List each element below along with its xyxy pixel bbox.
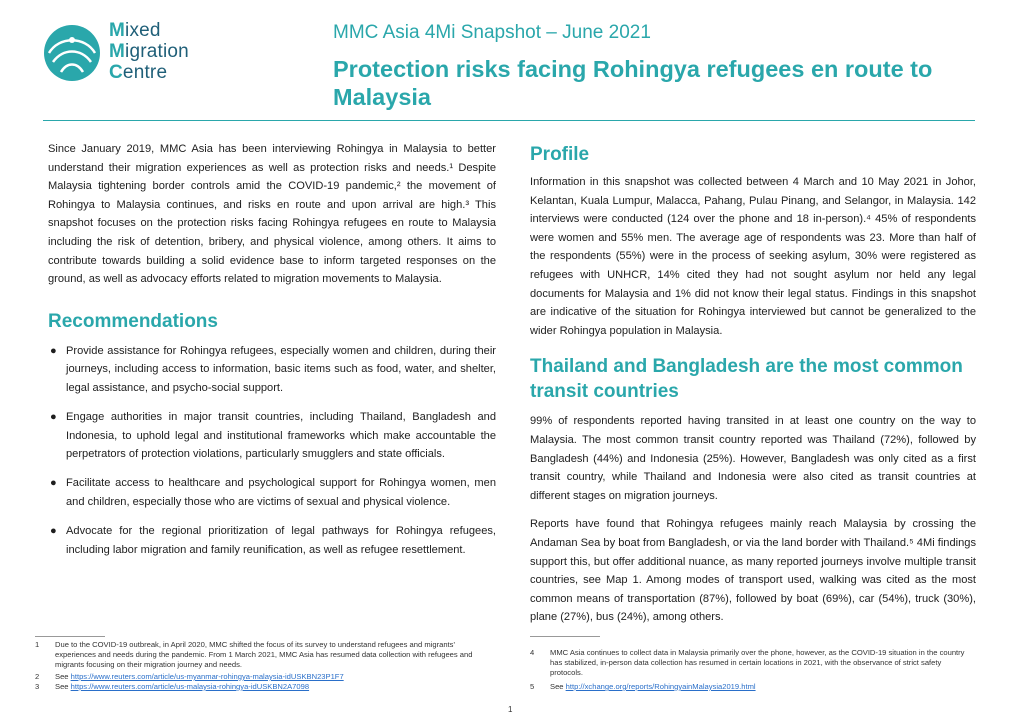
footnote: 3 See https://www.reuters.com/article/us-malaysia-rohingya-idUSKBN2A7098 [35, 682, 310, 691]
footnote: 5 See http://xchange.org/reports/RohingyainMalaysia2019.html [530, 682, 756, 691]
footnote: 1 Due to the COVID-19 outbreak, in April 2020, MMC shifted the focus of its survey to understand refugees and migrants' experiences and needs during the pandemic. From 1 March 2021, MMC Asia has resumed data collection with refugees and migrants focusing on their migration journey and needs. [35, 640, 473, 669]
profile-paragraph: Information in this snapshot was collected between 4 March and 10 May 2021 in Johor, Kelantan, Kuala Lumpur, Malacca, Pahang, Pulau Pinang, and Selangor, in Malaysia. 142 interviews were conducted (124 over the phone and 18 in-person).⁴ 45% of respondents were women and 55% men. The average age of respondents was 23. More than half of the respondents (55%) were in the process of seeking asylum, 30% were registered as refugees with UNHCR, 14% cited they had not sought asylum nor held any legal documents for Malaysia and 1% did not know their legal status. Findings in this snapshot are indicative of the situation for Rohingya interviewed but cannot be generalized to the wider Rohingya population in Malaysia. [530, 176, 976, 337]
recommendations-list [48, 342, 496, 559]
mmc-logo [43, 20, 223, 96]
recommendations-heading: Recommendations [48, 310, 218, 332]
bullet-icon: ● [50, 525, 57, 537]
footnote-link[interactable]: http://xchange.org/reports/RohingyainMalaysia2019.html [565, 682, 756, 691]
header-divider [43, 120, 975, 121]
report-title: Protection risks facing Rohingya refugees en route to Malaysia [333, 56, 933, 110]
footnote-link[interactable]: https://www.reuters.com/article/us-malaysia-rohingya-idUSKBN2A7098 [70, 682, 310, 691]
mmc-logo-mark-icon [43, 22, 101, 84]
intro-paragraph: Since January 2019, MMC Asia has been interviewing Rohingya in Malaysia to better understand their migration experiences as well as protection risks and needs.¹ Despite Malaysia tightening border controls amid the COVID-19 pandemic,² the movement of Rohingya to Malaysia continues, and risks en route and upon arrival are high.³ This snapshot focuses on the protection risks facing Rohingya refugees en route to Malaysia including the risk of detention, bribery, and physical violence, among others. It aims to contribute towards building a solid evidence base to inform targeted responses on the ground, as well as advocacy efforts related to migration movements to Malaysia. [48, 143, 496, 286]
footnote-divider [530, 636, 600, 637]
bullet-icon: ● [50, 411, 57, 424]
recommendation-item: ● Provide assistance for Rohingya refugees, especially women and children, during their journeys, including access to information, basic items such as food, water, and shelter, legal assistance, and psycho-social support. [48, 342, 496, 398]
page-number: 1 [508, 705, 513, 714]
bullet-icon: ● [50, 477, 57, 490]
right-column [530, 140, 976, 627]
transit-paragraph-2: Reports have found that Rohingya refugees mainly reach Malaysia by crossing the Andaman Sea by boat from Bangladesh, or via the land border with Thailand.⁵ 4Mi findings support this, but offer additional nuance, as many reported journeys involve multiple transit countries, see Map 1. Among modes of transport used, walking was cited as the most common means of transportation (87%), followed by boat (69%), car (54%), truck (30%), plane (27%), bus (24%), among others. [530, 518, 976, 624]
logo-wordmark: Mixed Migration Centre [109, 20, 189, 83]
recommendation-item: ● Facilitate access to healthcare and psychological support for Rohingya women, men and children, especially those who are victims of sexual and physical violence. [48, 474, 496, 511]
transit-heading: Thailand and Bangladesh are the most common transit countries [530, 356, 963, 403]
recommendation-item: ● Advocate for the regional prioritization of legal pathways for Rohingya refugees, including labor migration and family reunification, as well as refugee resettlement. [48, 522, 496, 559]
bullet-icon: ● [50, 344, 57, 357]
footnote: 4 MMC Asia continues to collect data in Malaysia primarily over the phone, however, as the COVID-19 situation in the country has stabilized, in-person data collection has resumed in certain locations in 2021, with the observance of strict safety protocols. [530, 648, 965, 677]
footnote-link[interactable]: https://www.reuters.com/article/us-myanmar-rohingya-malaysia-idUSKBN23P1F7 [70, 672, 344, 681]
transit-paragraph-1: 99% of respondents reported having transited in at least one country on the way to Malaysia. The most common transit country reported was Thailand (72%), followed by Bangladesh (44%) and Indonesia (25%). However, Bangladesh was only cited as a first transit country, while Thailand and Indonesia were also cited as transit countries at different stages on migration journeys. [530, 415, 976, 502]
footnote: 2 See https://www.reuters.com/article/us-myanmar-rohingya-malaysia-idUSKBN23P1F7 [35, 672, 344, 681]
footnote-divider [35, 636, 105, 637]
report-subtitle: MMC Asia 4Mi Snapshot – June 2021 [333, 22, 651, 43]
recommendation-item: ● Engage authorities in major transit countries, including Thailand, Bangladesh and Indonesia, to uphold legal and institutional frameworks which make accountable the perpetrators of protection violations, particularly smugglers and state officials. [48, 408, 496, 464]
profile-heading: Profile [530, 144, 590, 165]
left-column [48, 140, 496, 570]
